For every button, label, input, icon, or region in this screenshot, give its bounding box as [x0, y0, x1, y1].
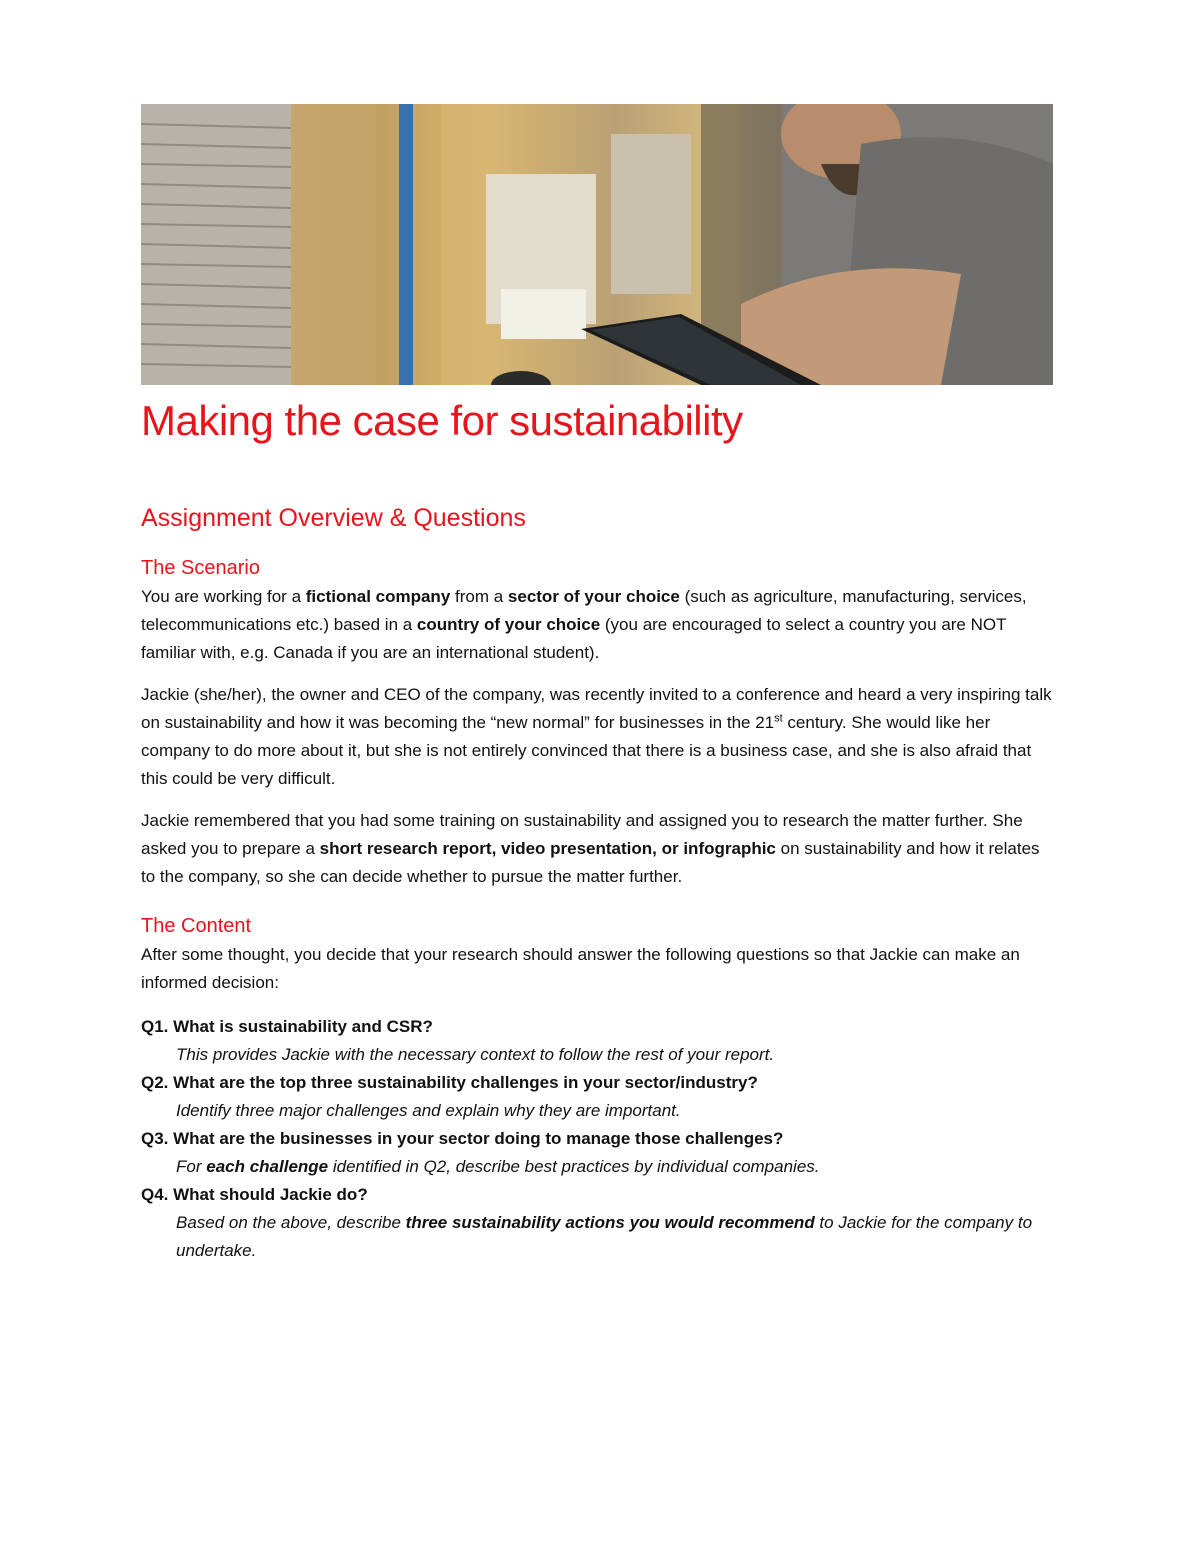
section-heading: Assignment Overview & Questions: [141, 504, 526, 532]
question-description: For each challenge identified in Q2, describe best practices by individual companies.: [176, 1157, 820, 1176]
question-label: Q2. What are the top three sustainability challenges in your sector/industry?: [141, 1073, 758, 1092]
question-label: Q3. What are the businesses in your sector doing to manage those challenges?: [141, 1129, 784, 1148]
document-page: [141, 104, 1053, 1265]
question-item: [141, 1181, 1053, 1265]
question-item: [141, 1069, 1053, 1125]
question-description: This provides Jackie with the necessary context to follow the rest of your report.: [176, 1045, 775, 1064]
document-title: Making the case for sustainability: [141, 397, 743, 444]
scenario-paragraph-3: Jackie remembered that you had some training on sustainability and assigned you to research the matter further. She asked you to prepare a short research report, video presentation, or infographic on sustainability and how it relates to the company, so she can decide whether to pursue the matter further.: [141, 811, 1040, 886]
question-label: Q4. What should Jackie do?: [141, 1185, 368, 1204]
hero-photo: [141, 104, 1053, 385]
scenario-heading: The Scenario: [141, 557, 260, 579]
question-description: Identify three major challenges and explain why they are important.: [176, 1101, 681, 1120]
question-label: Q1. What is sustainability and CSR?: [141, 1017, 433, 1036]
question-list: [141, 1013, 1053, 1265]
question-item: [141, 1013, 1053, 1069]
scenario-paragraph-2: Jackie (she/her), the owner and CEO of the company, was recently invited to a conference and heard a very inspiring talk on sustainability and how it was becoming the “new normal” for businesses in the 21st century. She would like her company to do more about it, but she is not entirely convinced that there is a business case, and she is also afraid that this could be very difficult.: [141, 685, 1052, 788]
content-heading: The Content: [141, 915, 252, 937]
question-item: [141, 1125, 1053, 1181]
content-intro: After some thought, you decide that your research should answer the following questions so that Jackie can make an informed decision:: [141, 945, 1020, 992]
question-description: Based on the above, describe three sustainability actions you would recommend to Jackie for the company to undertake.: [176, 1213, 1033, 1260]
scenario-paragraph-1: You are working for a fictional company from a sector of your choice (such as agriculture, manufacturing, services, telecommunications etc.) based in a country of your choice (you are encouraged to select a country you are NOT familiar with, e.g. Canada if you are an international student).: [141, 587, 1027, 662]
